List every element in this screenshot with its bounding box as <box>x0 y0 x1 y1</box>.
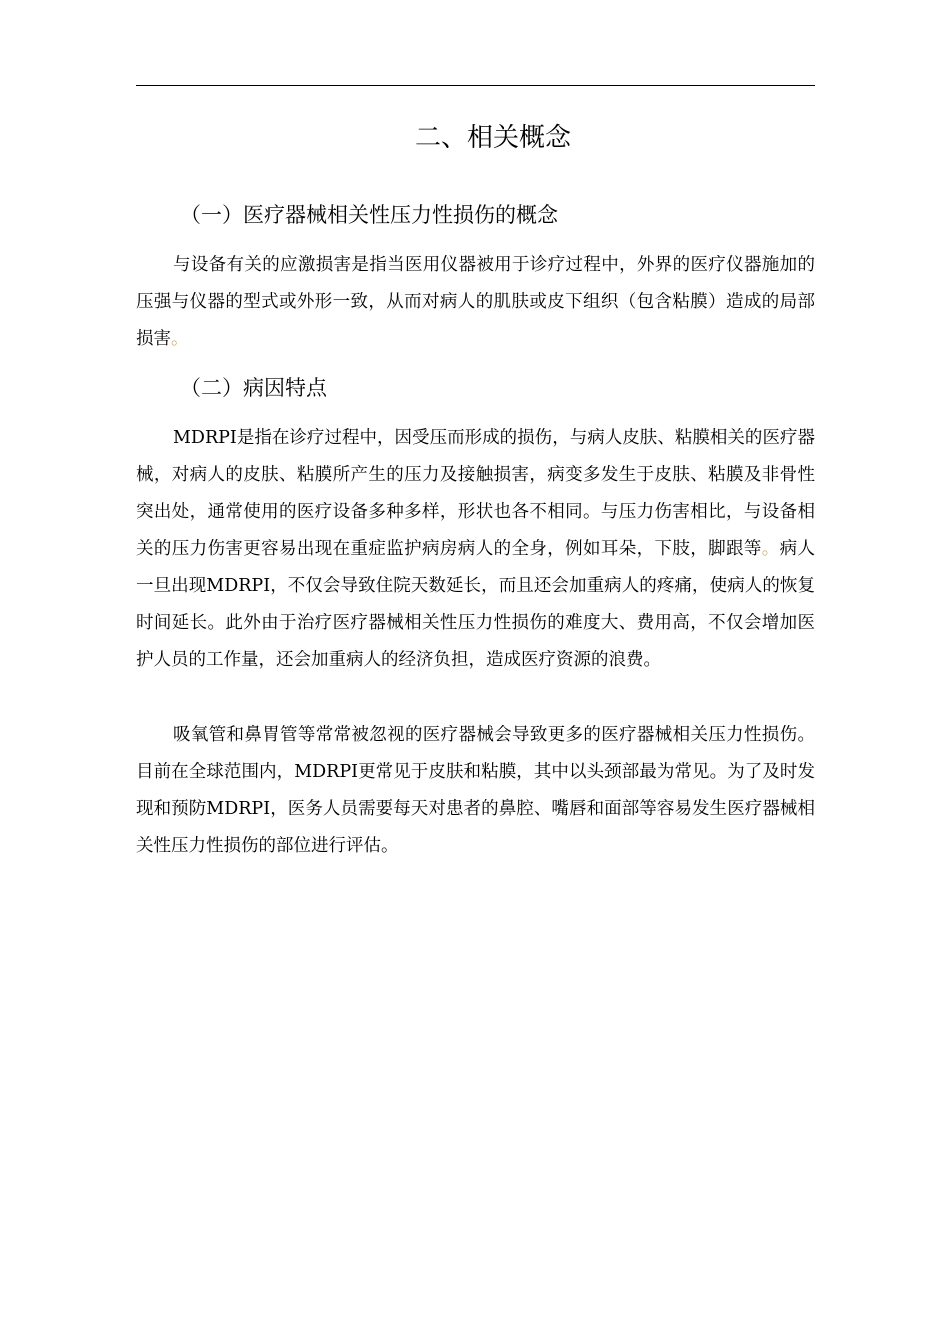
paragraph-concept-text: 与设备有关的应激损害是指当医用仪器被用于诊疗过程中，外界的医疗仪器施加的压强与仪器的型式或外形一致，从而对病人的肌肤或皮下组织（包含粘膜）造成的局部损害 <box>136 255 815 349</box>
paragraph-causes-2 <box>136 717 815 865</box>
paragraph-causes-2-text: 吸氧管和鼻胃管等常常被忽视的医疗器械会导致更多的医疗器械相关压力性损伤。目前在全球范围内，MDRPI更常见于皮肤和粘膜，其中以头颈部最为常见。为了及时发现和预防MDRPI，医务人员需要每天对患者的鼻腔、嘴唇和面部等容易发生医疗器械相关性压力性损伤的部位进行评估。 <box>136 725 815 856</box>
paragraph-concept <box>136 247 815 358</box>
header-rule <box>136 85 815 86</box>
section-title-concept: （一）医疗器械相关性压力性损伤的概念 <box>180 203 558 227</box>
paragraph-causes-1-text-b: 病人一旦出现MDRPI，不仅会导致住院天数延长，而且还会加重病人的疼痛，使病人的恢复时间延长。此外由于治疗医疗器械相关性压力性损伤的难度大、费用高，不仅会增加医护人员的工作量，还会加重病人的经济负担，造成医疗资源的浪费。 <box>136 539 816 670</box>
paragraph-concept-mark: 。 <box>171 329 189 349</box>
paragraph-causes-1-text-a: MDRPI是指在诊疗过程中，因受压而形成的损伤，与病人皮肤、粘膜相关的医疗器械，对病人的皮肤、粘膜所产生的压力及接触损害，病变多发生于皮肤、粘膜及非骨性突出处，通常使用的医疗设备多种多样，形状也各不相同。与压力伤害相比，与设备相关的压力伤害更容易出现在重症监护病房病人的全身，例如耳朵，下肢，脚跟等 <box>136 428 815 559</box>
chapter-title: 二、相关概念 <box>414 123 571 153</box>
paragraph-causes-1-mark: 。 <box>761 539 780 559</box>
section-title-causes: （二）病因特点 <box>180 376 327 400</box>
paragraph-causes-1 <box>136 420 815 679</box>
